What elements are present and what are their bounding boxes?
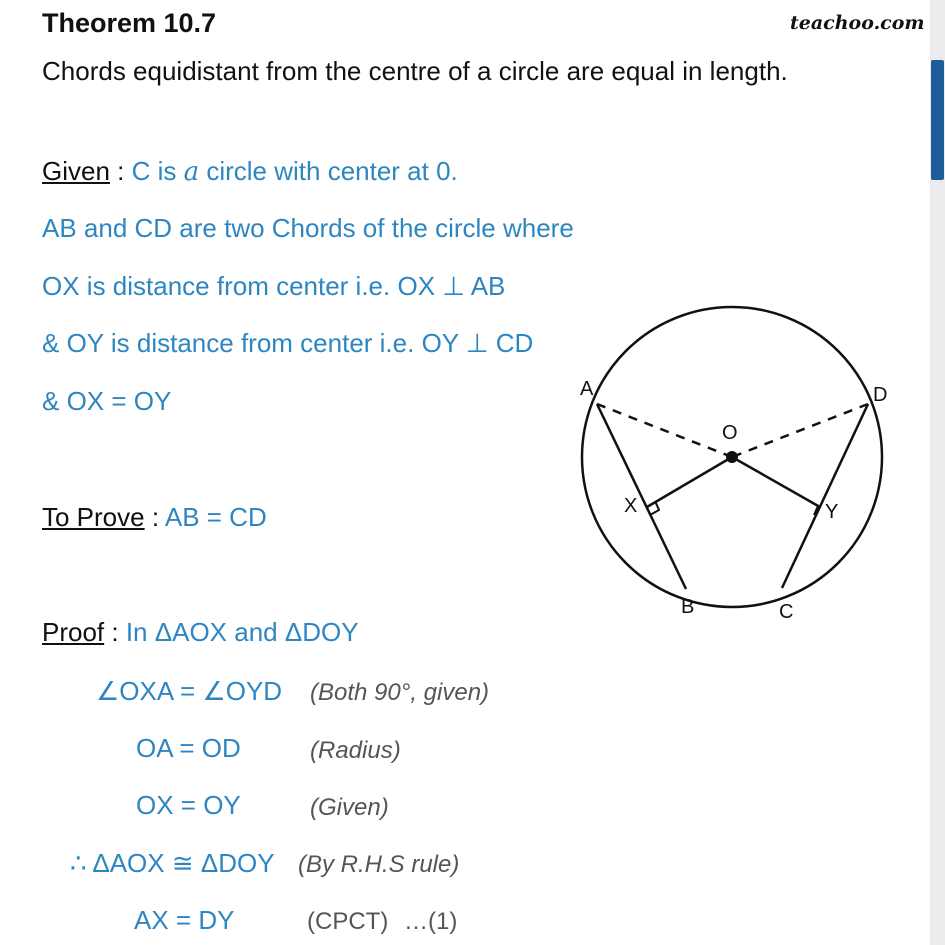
proof-step-2-stmt: OA = OD <box>136 733 241 763</box>
theorem-statement: Chords equidistant from the centre of a circle are equal in length. <box>42 56 788 86</box>
to-prove-sep: : <box>144 502 165 532</box>
scrollbar-thumb[interactable] <box>931 60 944 180</box>
proof-step-5-ref: …(1) <box>404 908 458 935</box>
proof-step-3-reason: (Given) <box>310 794 389 821</box>
proof-step-1-stmt: ∠OXA = ∠OYD <box>96 676 283 706</box>
given-line-2: AB and CD are two Chords of the circle where <box>42 213 574 243</box>
given-line-1 <box>42 156 458 187</box>
proof-sep: : <box>104 617 126 647</box>
given-text-1a: C is <box>131 156 184 186</box>
given-line-3: OX is distance from center i.e. OX ⊥ AB <box>42 271 506 301</box>
label-d: D <box>873 384 888 406</box>
label-c: C <box>779 601 794 623</box>
radius-oa <box>597 404 732 457</box>
given-line-4: & OY is distance from center i.e. OY ⊥ CD <box>42 328 534 358</box>
circle-diagram <box>560 300 900 640</box>
proof-step-4-reason: (By R.H.S rule) <box>298 851 460 878</box>
to-prove-line <box>42 502 267 533</box>
proof-label: Proof <box>42 617 105 647</box>
proof-step-1-reason: (Both 90°, given) <box>310 679 490 706</box>
label-b: B <box>681 596 695 618</box>
given-line-5: & OX = OY <box>42 386 172 416</box>
theorem-title: Theorem 10.7 <box>42 8 217 38</box>
label-o: O <box>722 422 738 444</box>
given-text-1b: circle with center at 0. <box>199 156 458 186</box>
proof-step-3-stmt: OX = OY <box>136 790 241 820</box>
segment-ox <box>647 457 732 507</box>
chord-ab <box>597 404 686 589</box>
brand-logo: teachoo.com <box>790 12 925 34</box>
chord-cd <box>782 404 868 588</box>
segment-oy <box>732 457 820 507</box>
proof-intro-line <box>42 617 359 648</box>
to-prove-text: AB = CD <box>164 502 267 532</box>
proof-step-5-reason: (CPCT) <box>307 908 389 935</box>
given-text-1-italic: a <box>183 157 200 187</box>
label-y: Y <box>825 501 839 523</box>
given-sep: : <box>109 156 132 186</box>
label-x: X <box>624 495 638 517</box>
proof-step-2-reason: (Radius) <box>310 737 401 764</box>
given-label: Given <box>42 156 110 186</box>
proof-step-4-stmt: ∴ ΔAOX ≅ ΔDOY <box>70 848 275 878</box>
proof-intro: In ΔAOX and ΔDOY <box>125 617 359 647</box>
label-a: A <box>580 378 594 400</box>
proof-step-5-stmt: AX = DY <box>134 905 235 935</box>
center-point <box>726 451 738 463</box>
to-prove-label: To Prove <box>42 502 145 532</box>
